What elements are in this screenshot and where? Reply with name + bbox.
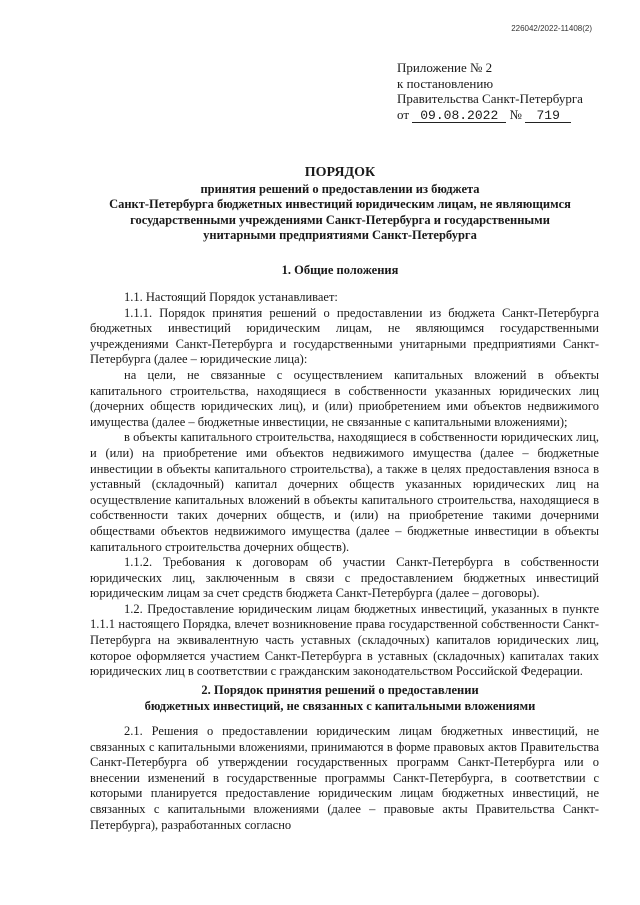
from-label: от: [397, 106, 410, 122]
section-1-heading: 1. Общие положения: [281, 263, 399, 277]
title-line-3: государственными учреждениями Санкт-Петербурга и государственными: [130, 212, 550, 227]
appendix-line-1: Приложение № 2: [397, 60, 493, 75]
number-label: №: [509, 106, 522, 122]
paragraph: 1.2. Предоставление юридическим лицам бюджетных инвестиций, указанных в пункте 1.1.1 настоящего Порядка, влечет возникновение права государственной собственности Санкт-Петербурга на эквивалентную часть уставных (складочных) капиталов юридических лиц, которое оформляется участием Санкт-Петербурга в уставных (складочных) капиталах таких юридических лиц в соответствии с гражданским законодательством Российской Федерации.: [90, 601, 599, 679]
section-2-body: [90, 724, 599, 833]
appendix-line-2: к постановлению: [397, 75, 494, 91]
section-2-heading-line-2: бюджетных инвестиций, не связанных с капитальными вложениями: [144, 698, 536, 713]
title-line-1: принятия решений о предоставлении из бюджета: [200, 181, 480, 196]
document-title: [90, 165, 590, 244]
section-1-body: [90, 290, 599, 680]
appendix-block: [397, 60, 583, 123]
paragraph: 1.1.2. Требования к договорам об участии Санкт-Петербурга в собственности юридических лиц, заключенным в связи с предоставлением бюджетных инвестиций юридическим лицам за счет средств бюджета Санкт-Петербурга (далее – договоры).: [90, 555, 599, 601]
decree-date: 09.08.2022: [412, 109, 506, 123]
document-number: 226042/2022-11408(2): [511, 24, 592, 33]
title-line-4: унитарными предприятиями Санкт-Петербурга: [203, 228, 477, 242]
paragraph: в объекты капитального строительства, находящиеся в собственности юридических лиц, и (или) на приобретение ими объектов недвижимого имущества (далее – бюджетные инвестиции в объекты капитального строительства), а также в целях предоставления взноса в уставный (складочный) капитал дочерних обществ указанных юридических лиц на осуществление капитальных вложений в объекты капитального строительства, находящиеся в собственности таких дочерних обществ, и (или) на приобретение такими дочерними обществами объектов недвижимого имущества (далее – бюджетные инвестиции в объекты капитального строительства дочерних обществ).: [90, 430, 599, 554]
decree-number: 719: [525, 109, 571, 123]
title-line-2: Санкт-Петербурга бюджетных инвестиций юридическим лицам, не являющимся: [109, 197, 571, 211]
paragraph: на цели, не связанные с осуществлением капитальных вложений в объекты капитального строительства, находящиеся в собственности указанных юридических лиц (дочерних обществ юридических лиц), и (или) приобретением ими объектов недвижимого имущества (далее – бюджетные инвестиции, не связанные с капитальными вложениями);: [90, 367, 599, 429]
appendix-date-line: [397, 107, 583, 123]
paragraph: 2.1. Решения о предоставлении юридическим лицам бюджетных инвестиций, не связанных с капитальными вложениями, принимаются в форме правовых актов Правительства Санкт-Петербурга об утверждении государственных программ Санкт-Петербурга или о внесении изменений в государственные программы Санкт-Петербурга, в соответствии с которыми планируется предоставление юридическим лицам бюджетных инвестиций, не связанных с капитальными вложениями (далее – правовые акты Правительства Санкт-Петербурга), разработанных согласно: [90, 724, 599, 832]
appendix-line-3: Правительства Санкт-Петербурга: [397, 91, 583, 106]
paragraph: 1.1.1. Порядок принятия решений о предоставлении из бюджета Санкт-Петербурга бюджетных инвестиций юридическим лицам, не являющимся государственными учреждениями Санкт-Петербурга и государственными унитарными предприятиями Санкт-Петербурга (далее – юридические лица):: [90, 305, 599, 367]
title-main: ПОРЯДОК: [304, 165, 376, 180]
section-2-heading-line-1: 2. Порядок принятия решений о предоставлении: [201, 683, 479, 697]
paragraph: 1.1. Настоящий Порядок устанавливает:: [124, 290, 338, 304]
section-2-heading: [90, 683, 590, 714]
